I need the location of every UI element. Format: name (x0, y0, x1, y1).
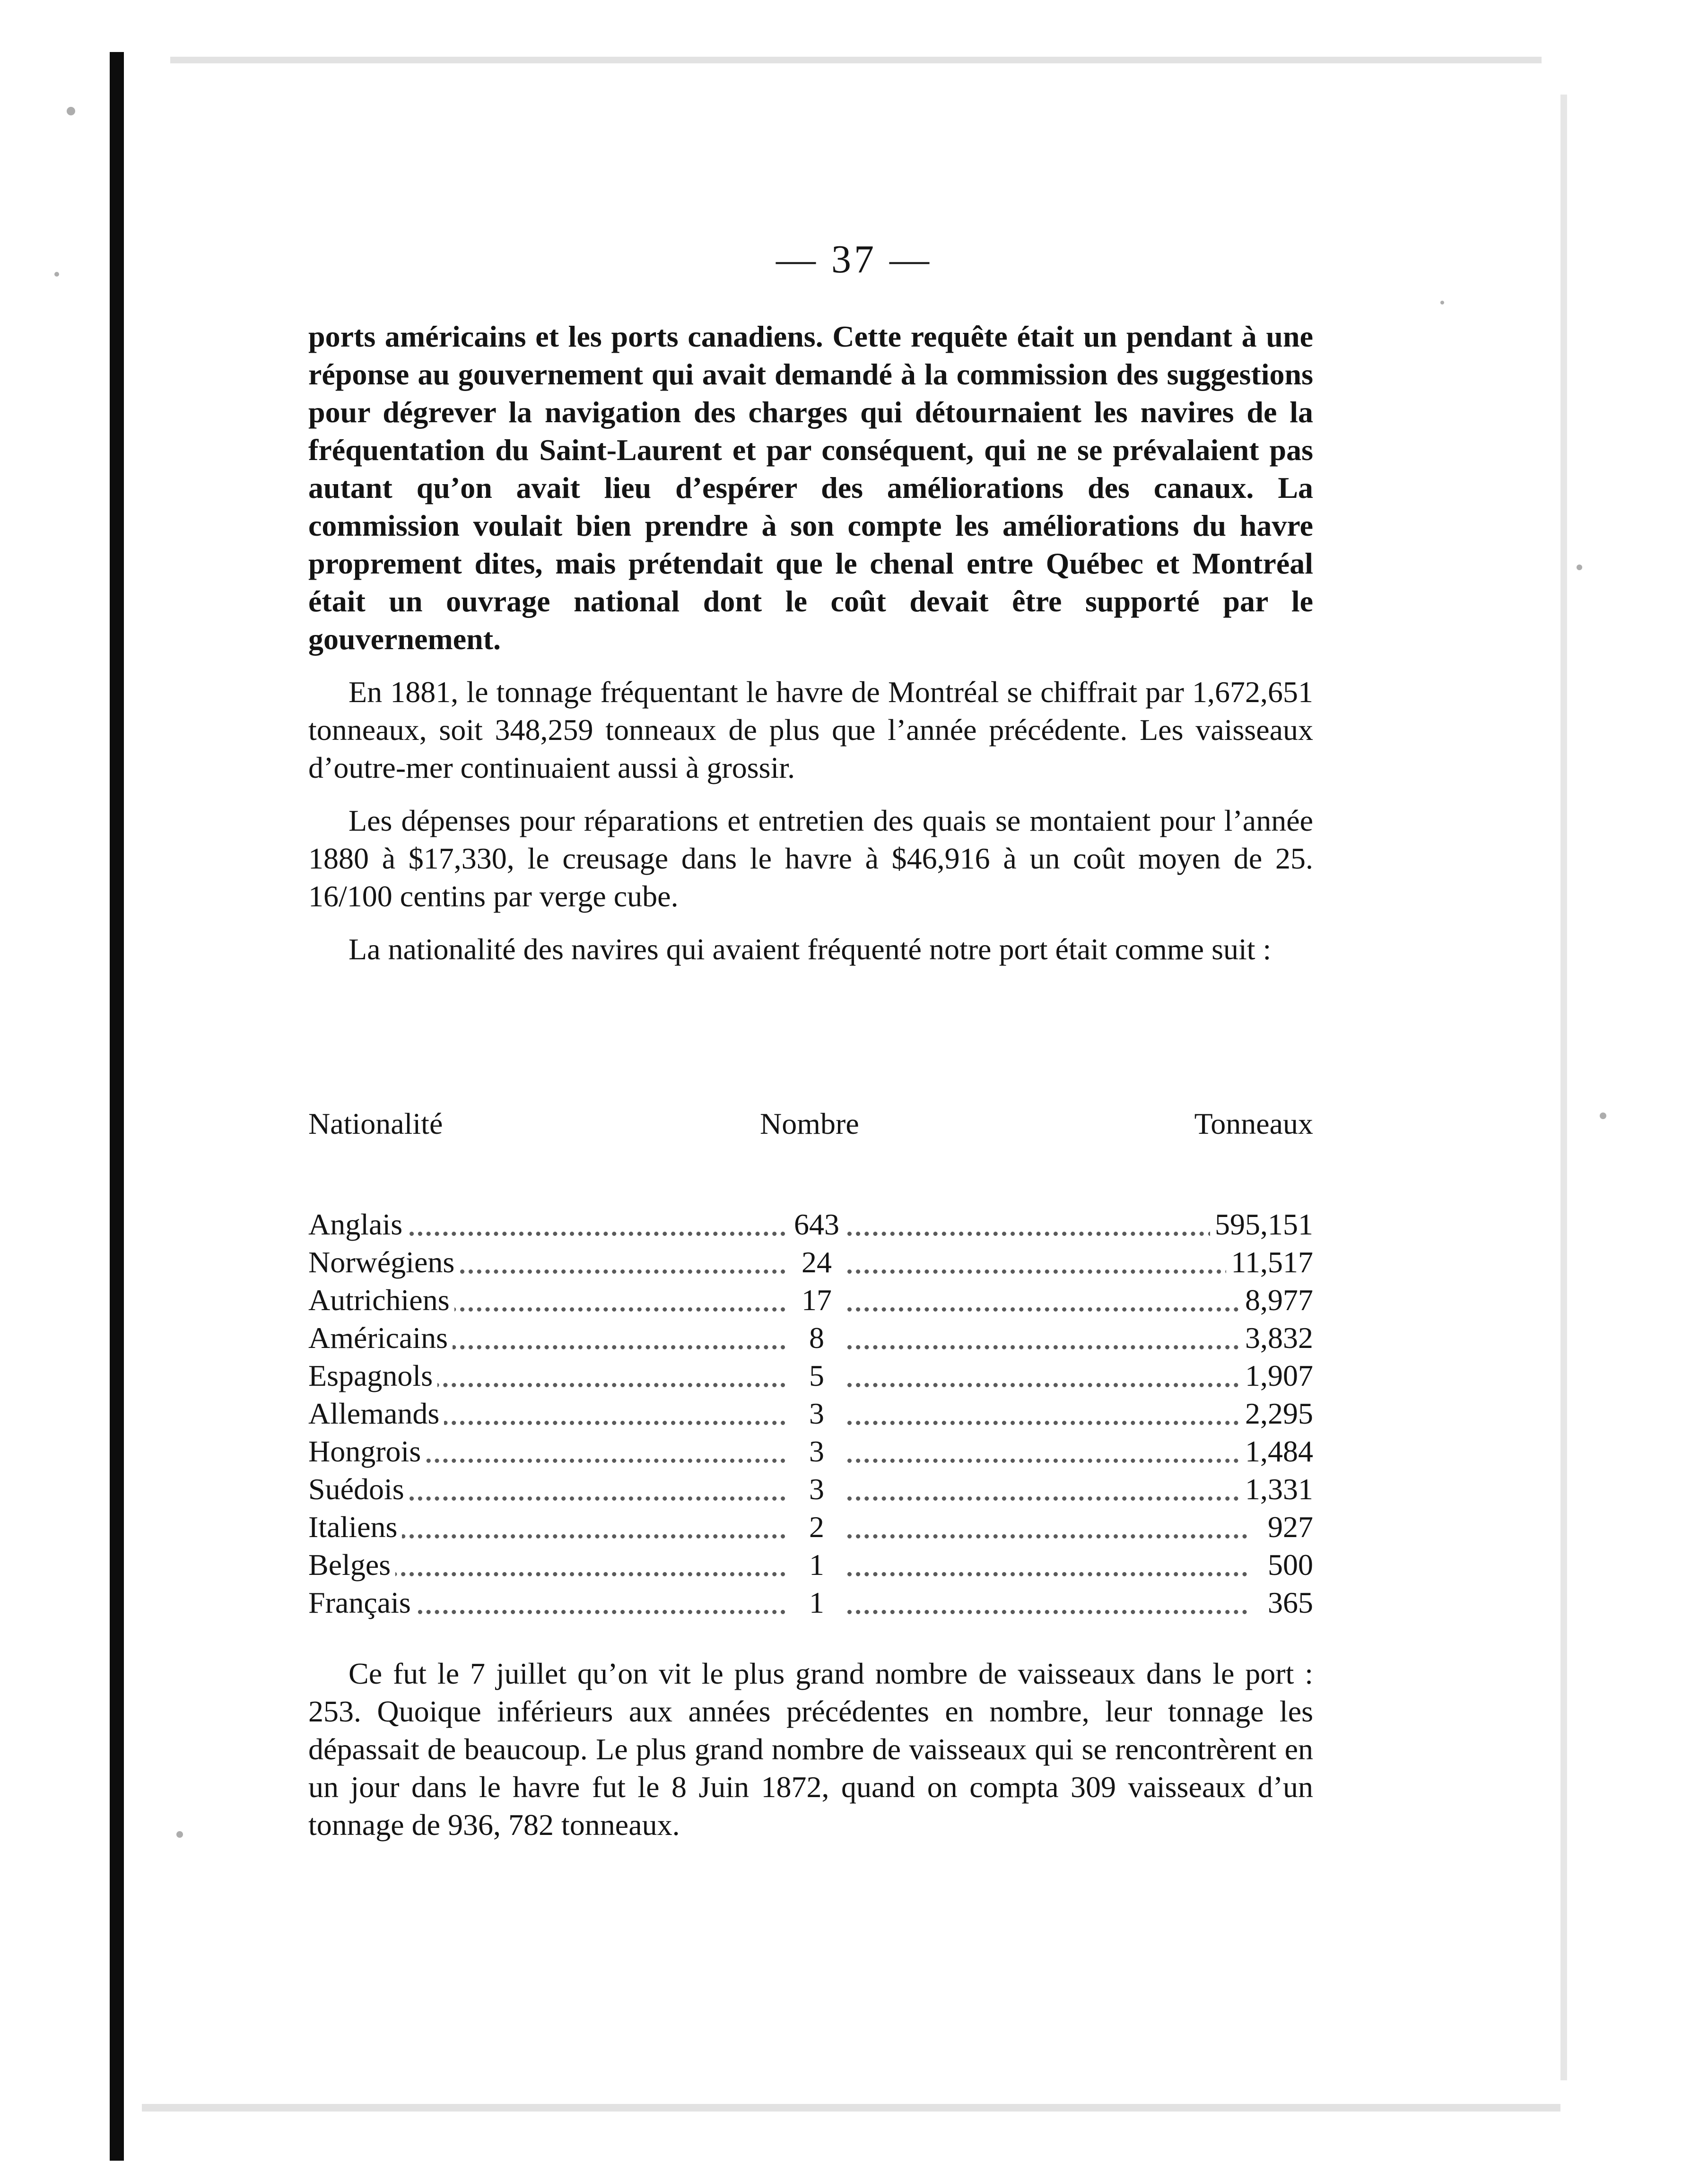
row-tonnage: 2,295 (1240, 1395, 1313, 1433)
row-nationality: Hongrois (308, 1433, 426, 1470)
row-nationality: Italiens (308, 1508, 402, 1546)
table-header (308, 1106, 1313, 1144)
paragraph-tonnage-1881: En 1881, le tonnage fréquentant le havre de Montréal se chiffrait par 1,672,651 tonneaux, soit 348,259 tonneaux de plus que l’année précédente. Les vaisseaux d’outre-mer continuaient aussi à grossir. (308, 675, 1313, 784)
paragraph-expenses: Les dépenses pour réparations et entretien des quais se montaient pour l’année 1880 à $17,330, le creusage dans le havre à $46,916 à un coût moyen de 25. 16/100 centins par verge cube. (308, 804, 1313, 913)
dot-leader (847, 1572, 1247, 1576)
dot-leader (847, 1496, 1247, 1501)
row-tonnage: 500 (1263, 1546, 1313, 1584)
header-count: Nombre (760, 1107, 859, 1140)
table-row (308, 1206, 1313, 1243)
paragraph-nationality-intro: La nationalité des navires qui avaient fréquenté notre port était comme suit : (349, 932, 1272, 966)
row-count: 24 (786, 1243, 847, 1281)
row-count: 5 (786, 1357, 847, 1395)
table-row (308, 1508, 1313, 1546)
dot-leader (847, 1345, 1247, 1349)
row-nationality: Espagnols (308, 1357, 437, 1395)
dot-leader (847, 1269, 1247, 1274)
dot-leader (847, 1307, 1247, 1312)
row-tonnage: 1,484 (1240, 1433, 1313, 1470)
row-tonnage: 1,907 (1240, 1357, 1313, 1395)
body-text-top (308, 318, 1313, 968)
table-row (308, 1433, 1313, 1470)
dot-leader (847, 1232, 1247, 1236)
dot-leader (847, 1459, 1247, 1463)
table-row (308, 1395, 1313, 1433)
row-nationality: Allemands (308, 1395, 444, 1433)
paragraph-continuation: ports américains et les ports canadiens. Cette requête était un pendant à une réponse au gouvernement qui avait demandé à la commission des suggestions pour dégrever la navigation des charges qui détournaient les navires de la fréquentation du Saint-Laurent et par conséquent, qui ne se prévalaient pas autant qu’on avait lieu d’espérer des améliorations des canaux. La commission voulait bien prendre à son compte les améliorations du havre proprement dites, mais prétendait que le chenal entre Québec et Montréal était un ouvrage national dont le coût devait être supporté par le gouvernement. (308, 320, 1313, 656)
dot-leader (847, 1421, 1247, 1425)
table-row (308, 1281, 1313, 1319)
dot-leader (847, 1610, 1247, 1614)
row-nationality: Français (308, 1584, 416, 1622)
row-nationality: Suédois (308, 1470, 409, 1508)
table-row (308, 1584, 1313, 1622)
dot-leader (847, 1534, 1247, 1538)
table-row (308, 1470, 1313, 1508)
nationality-table (308, 1106, 1313, 1622)
row-nationality: Belges (308, 1546, 395, 1584)
row-tonnage: 11,517 (1226, 1243, 1313, 1281)
row-nationality: Norwégiens (308, 1243, 459, 1281)
row-count: 17 (786, 1281, 847, 1319)
table-row (308, 1319, 1313, 1357)
row-count: 3 (786, 1470, 847, 1508)
table-row (308, 1243, 1313, 1281)
table-row (308, 1357, 1313, 1395)
row-count: 2 (786, 1508, 847, 1546)
header-tonnage: Tonneaux (1194, 1107, 1313, 1140)
paragraph-busiest-day: Ce fut le 7 juillet qu’on vit le plus grand nombre de vaisseaux dans le port : 253. Quoique inférieurs aux années précédentes en nombre, leur tonnage les dépassait de beaucoup. Le plus grand nombre de vaisseaux qui se rencontrèrent en un jour dans le havre fut le 8 Juin 1872, quand on compta 309 vaisseaux d’un tonnage de 936, 782 tonneaux. (308, 1657, 1313, 1842)
row-count: 3 (786, 1433, 847, 1470)
page-number: — 37 — (776, 237, 932, 281)
row-nationality: Anglais (308, 1206, 407, 1243)
row-tonnage: 595,151 (1210, 1206, 1313, 1243)
header-nationality: Nationalité (308, 1107, 443, 1140)
row-count: 3 (786, 1395, 847, 1433)
row-nationality: Autrichiens (308, 1281, 454, 1319)
body-text-bottom (308, 1655, 1313, 1844)
row-count: 643 (786, 1206, 847, 1243)
dot-leader (847, 1383, 1247, 1387)
row-tonnage: 3,832 (1240, 1319, 1313, 1357)
row-tonnage: 365 (1263, 1584, 1313, 1622)
row-nationality: Américains (308, 1319, 453, 1357)
row-count: 8 (786, 1319, 847, 1357)
row-tonnage: 927 (1263, 1508, 1313, 1546)
row-count: 1 (786, 1546, 847, 1584)
row-count: 1 (786, 1584, 847, 1622)
row-tonnage: 8,977 (1240, 1281, 1313, 1319)
table-row (308, 1546, 1313, 1584)
row-tonnage: 1,331 (1240, 1470, 1313, 1508)
